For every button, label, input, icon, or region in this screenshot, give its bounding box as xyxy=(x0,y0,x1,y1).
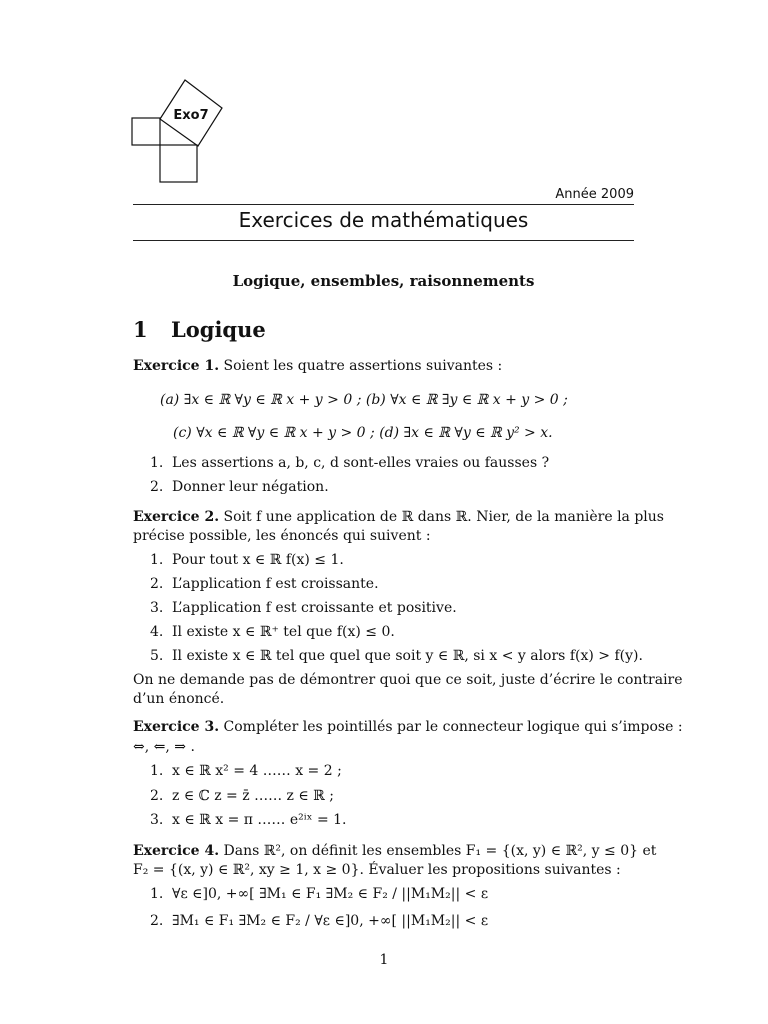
item-text: Il existe x ∈ ℝ tel que quel que soit y ∈ ℝ, si x < y alors f(x) > f(y). xyxy=(172,648,643,664)
list-item xyxy=(150,811,347,829)
title-top-rule xyxy=(133,204,634,205)
exercise-2-intro xyxy=(133,508,664,526)
exercise-1-assertions-row-1: (a) ∃x ∈ ℝ ∀y ∈ ℝ x + y > 0 ; (b) ∀x ∈ ℝ ∃y ∈ ℝ x + y > 0 ; xyxy=(160,392,568,408)
item-number: 3. xyxy=(150,812,164,828)
item-text: x ∈ ℝ x = π …… e²ⁱˣ = 1. xyxy=(172,812,347,828)
item-number: 1. xyxy=(150,455,164,471)
exercise-4-text-2: F₂ = {(x, y) ∈ ℝ², xy ≥ 1, x ≥ 0}. Évaluer les propositions suivantes : xyxy=(133,862,621,878)
list-item xyxy=(150,454,549,472)
item-text: ∀ε ∈]0, +∞[ ∃M₁ ∈ F₁ ∃M₂ ∈ F₂ / ||M₁M₂|| < ε xyxy=(172,886,489,902)
item-text: Donner leur négation. xyxy=(172,479,329,495)
exercise-2-note-2: d’un énoncé. xyxy=(133,691,225,707)
item-number: 2. xyxy=(150,913,164,929)
item-text: ∃M₁ ∈ F₁ ∃M₂ ∈ F₂ / ∀ε ∈]0, +∞[ ||M₁M₂|| < ε xyxy=(172,913,489,929)
exercise-3-label: Exercice 3. xyxy=(133,719,220,735)
item-number: 2. xyxy=(150,788,164,804)
document-subtitle: Logique, ensembles, raisonnements xyxy=(232,272,535,290)
year-label: Année 2009 xyxy=(555,187,634,202)
list-item xyxy=(150,551,344,569)
exo7-logo xyxy=(128,76,228,186)
item-text: L’application f est croissante et positive. xyxy=(172,600,457,616)
exercise-2-text-1: Soit f une application de ℝ dans ℝ. Nier, de la manière la plus xyxy=(223,509,664,525)
logo-text: Exo7 xyxy=(173,108,209,123)
exercise-1-label: Exercice 1. xyxy=(133,358,220,374)
list-item xyxy=(150,599,457,617)
list-item xyxy=(150,885,488,903)
exercise-3-text-2: ⇔, ⇐, ⇒ . xyxy=(133,739,195,755)
page-number: 1 xyxy=(379,952,389,968)
exercise-2-note-1: On ne demande pas de démontrer quoi que ce soit, juste d’écrire le contraire xyxy=(133,672,683,688)
item-number: 1. xyxy=(150,886,164,902)
logo-squares-graphic xyxy=(128,76,228,186)
exercise-2-text-2: précise possible, les énoncés qui suivent : xyxy=(133,528,431,544)
exercise-4-text-1: Dans ℝ², on définit les ensembles F₁ = {(x, y) ∈ ℝ², y ≤ 0} et xyxy=(223,843,657,859)
item-number: 5. xyxy=(150,648,164,664)
item-text: Il existe x ∈ ℝ⁺ tel que f(x) ≤ 0. xyxy=(172,624,395,640)
exercise-1-text: Soient les quatre assertions suivantes : xyxy=(223,358,503,374)
list-item xyxy=(150,762,342,780)
list-item xyxy=(150,787,334,805)
list-item xyxy=(150,575,379,593)
exercise-3-intro xyxy=(133,718,683,736)
title-bottom-rule xyxy=(133,240,634,241)
exercise-4-intro xyxy=(133,842,657,860)
document-title: Exercices de mathématiques xyxy=(238,208,529,232)
section-title: Logique xyxy=(171,317,266,342)
item-number: 3. xyxy=(150,600,164,616)
list-item xyxy=(150,647,643,665)
section-heading xyxy=(133,317,266,342)
item-text: Pour tout x ∈ ℝ f(x) ≤ 1. xyxy=(172,552,344,568)
list-item xyxy=(150,912,488,930)
item-number: 2. xyxy=(150,479,164,495)
exercise-2-label: Exercice 2. xyxy=(133,509,220,525)
item-number: 2. xyxy=(150,576,164,592)
exercise-4-label: Exercice 4. xyxy=(133,843,220,859)
item-number: 4. xyxy=(150,624,164,640)
exercise-3-text-1: Compléter les pointillés par le connecteur logique qui s’impose : xyxy=(223,719,683,735)
section-number: 1 xyxy=(133,317,148,342)
item-text: z ∈ ℂ z = z̄ …… z ∈ ℝ ; xyxy=(172,788,334,804)
list-item xyxy=(150,478,329,496)
item-number: 1. xyxy=(150,552,164,568)
item-text: Les assertions a, b, c, d sont-elles vraies ou fausses ? xyxy=(172,455,550,471)
list-item xyxy=(150,623,395,641)
exercise-1-intro xyxy=(133,357,643,375)
item-text: x ∈ ℝ x² = 4 …… x = 2 ; xyxy=(172,763,342,779)
item-number: 1. xyxy=(150,763,164,779)
exercise-1-assertions-row-2: (c) ∀x ∈ ℝ ∀y ∈ ℝ x + y > 0 ; (d) ∃x ∈ ℝ ∀y ∈ ℝ y² > x. xyxy=(173,425,553,441)
item-text: L’application f est croissante. xyxy=(172,576,379,592)
